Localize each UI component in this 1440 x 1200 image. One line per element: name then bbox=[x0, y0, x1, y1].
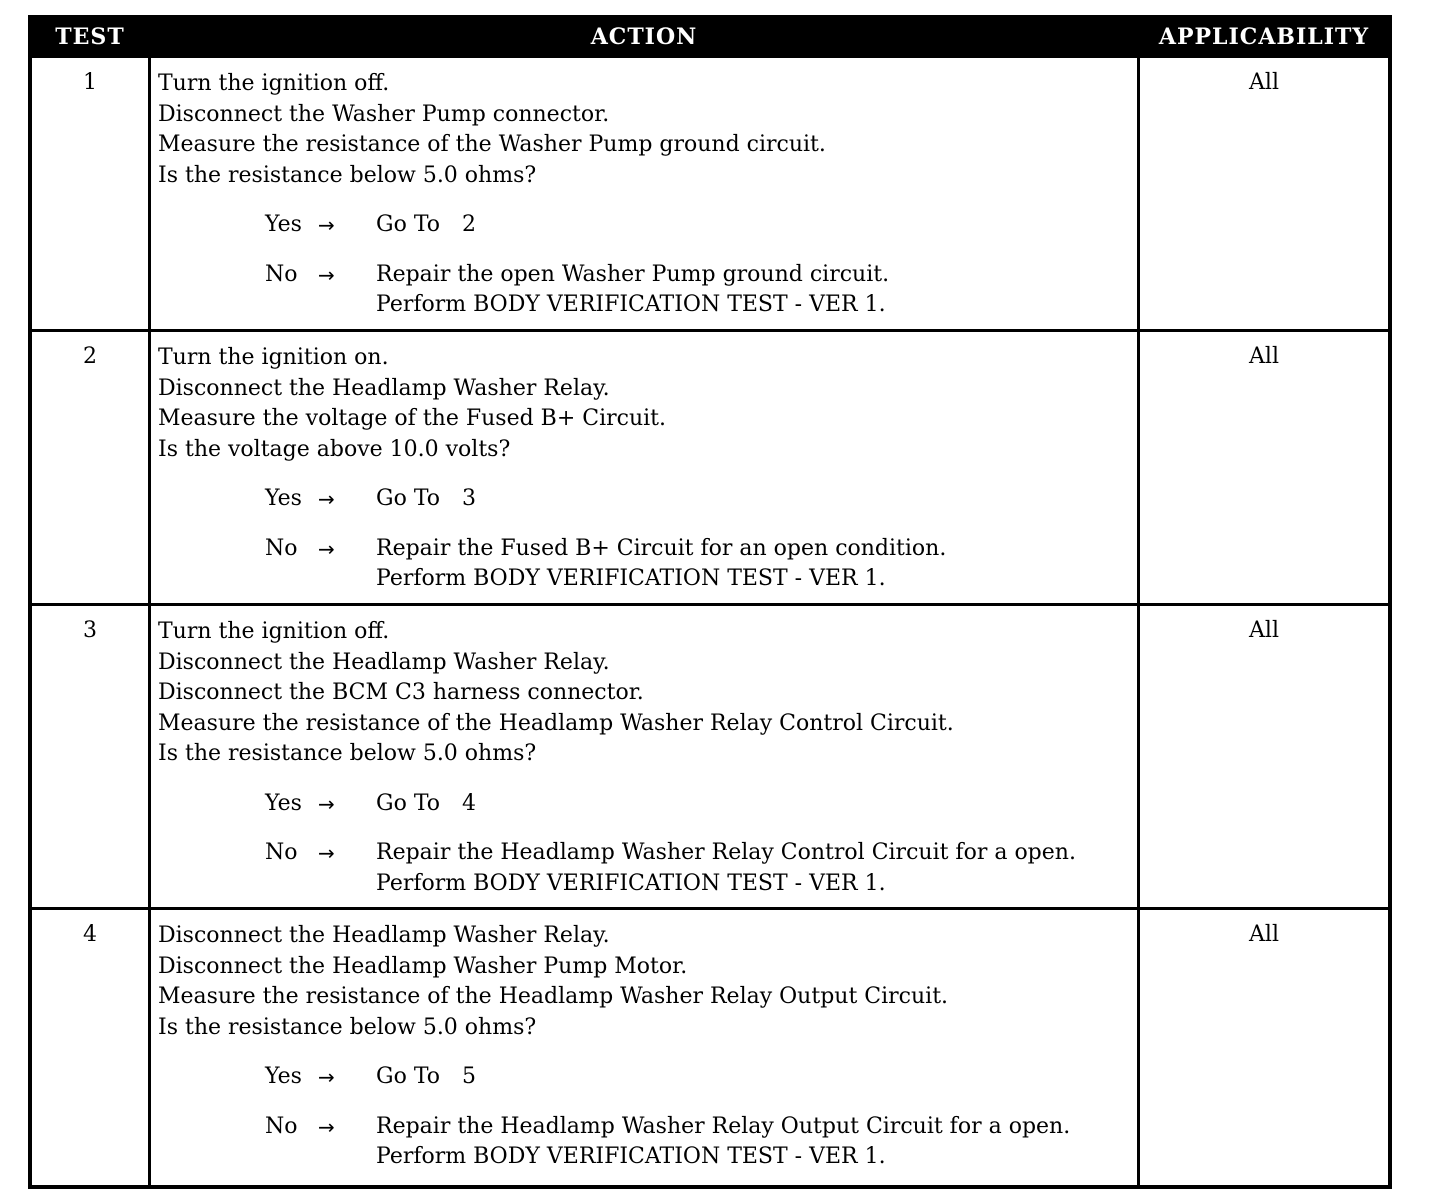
step-list bbox=[158, 69, 1129, 191]
goto-instruction bbox=[376, 484, 1129, 515]
arrow-right-icon: → bbox=[318, 213, 335, 237]
no-result bbox=[376, 1112, 1129, 1173]
no-result bbox=[376, 838, 1129, 899]
arrow-right-icon: → bbox=[318, 791, 335, 816]
test-number: 3 bbox=[32, 606, 148, 907]
repair-instruction: Repair the Headlamp Washer Relay Output Circuit for a open. bbox=[376, 1113, 1071, 1139]
arrow-right-icon: → bbox=[318, 1114, 335, 1139]
diagnostic-test-table bbox=[28, 15, 1392, 1189]
step-line: Turn the ignition on. bbox=[158, 345, 389, 370]
test-number: 1 bbox=[32, 58, 148, 329]
step-line: Disconnect the BCM C3 harness connector. bbox=[158, 680, 644, 705]
step-list bbox=[158, 343, 1129, 465]
no-label: No bbox=[265, 1113, 298, 1139]
repair-instruction: Repair the Fused B+ Circuit for an open condition. bbox=[376, 535, 947, 561]
action-cell bbox=[151, 58, 1137, 329]
action-cell bbox=[151, 606, 1137, 907]
step-line: Measure the resistance of the Headlamp Washer Relay Output Circuit. bbox=[158, 984, 949, 1009]
step-line: Is the resistance below 5.0 ohms? bbox=[158, 741, 537, 766]
action-cell bbox=[151, 332, 1137, 603]
applicability-value: All bbox=[1140, 606, 1388, 907]
goto-target: 3 bbox=[462, 486, 477, 511]
step-line: Measure the resistance of the Headlamp Washer Relay Control Circuit. bbox=[158, 710, 954, 736]
goto-label: Go To bbox=[376, 1064, 441, 1089]
no-result bbox=[376, 260, 1129, 321]
step-line: Turn the ignition off. bbox=[158, 619, 390, 644]
no-label: No bbox=[265, 840, 298, 865]
goto-target: 4 bbox=[462, 790, 477, 816]
goto-instruction bbox=[376, 210, 1129, 241]
step-line: Measure the resistance of the Washer Pump ground circuit. bbox=[158, 132, 826, 157]
applicability-value: All bbox=[1140, 910, 1388, 1185]
step-line: Disconnect the Headlamp Washer Relay. bbox=[158, 649, 610, 675]
applicability-value: All bbox=[1140, 332, 1388, 603]
step-list bbox=[158, 617, 1129, 770]
step-line: Measure the voltage of the Fused B+ Circuit. bbox=[158, 406, 666, 431]
no-label: No bbox=[265, 261, 298, 287]
arrow-right-icon: → bbox=[318, 262, 335, 287]
applicability-value: All bbox=[1140, 58, 1388, 329]
repair-instruction: Repair the Headlamp Washer Relay Control Circuit for a open. bbox=[376, 840, 1076, 865]
step-list bbox=[158, 921, 1129, 1043]
goto-instruction bbox=[376, 1062, 1129, 1093]
no-label: No bbox=[265, 535, 298, 561]
no-branch bbox=[265, 838, 1129, 899]
yes-no-block bbox=[265, 210, 1129, 321]
step-line: Disconnect the Washer Pump connector. bbox=[158, 101, 610, 127]
yes-branch bbox=[265, 210, 1129, 241]
header-applicability: APPLICABILITY bbox=[1140, 19, 1388, 55]
verification-instruction: Perform BODY VERIFICATION TEST - VER 1. bbox=[376, 566, 886, 591]
goto-target: 5 bbox=[462, 1064, 477, 1089]
verification-instruction: Perform BODY VERIFICATION TEST - VER 1. bbox=[376, 870, 886, 896]
yes-label: Yes bbox=[265, 486, 302, 511]
arrow-right-icon: → bbox=[318, 536, 335, 561]
test-number: 4 bbox=[32, 910, 148, 1185]
yes-branch bbox=[265, 484, 1129, 515]
yes-label: Yes bbox=[265, 790, 302, 816]
test-number: 2 bbox=[32, 332, 148, 603]
yes-no-block bbox=[265, 789, 1129, 900]
yes-label: Yes bbox=[265, 1064, 302, 1089]
repair-instruction: Repair the open Washer Pump ground circuit. bbox=[376, 261, 890, 287]
no-branch bbox=[265, 534, 1129, 595]
header-test: TEST bbox=[32, 19, 148, 55]
goto-label: Go To bbox=[376, 790, 441, 816]
yes-no-block bbox=[265, 1062, 1129, 1173]
verification-instruction: Perform BODY VERIFICATION TEST - VER 1. bbox=[376, 292, 886, 317]
goto-label: Go To bbox=[376, 486, 441, 511]
no-branch bbox=[265, 260, 1129, 321]
arrow-right-icon: → bbox=[318, 1065, 335, 1089]
step-line: Disconnect the Headlamp Washer Pump Motor. bbox=[158, 953, 688, 979]
arrow-right-icon: → bbox=[318, 487, 335, 511]
arrow-right-icon: → bbox=[318, 841, 335, 865]
yes-branch bbox=[265, 1062, 1129, 1093]
goto-target: 2 bbox=[462, 212, 477, 237]
goto-instruction bbox=[376, 789, 1129, 820]
step-line: Is the resistance below 5.0 ohms? bbox=[158, 1014, 537, 1040]
header-action: ACTION bbox=[151, 19, 1137, 55]
no-result bbox=[376, 534, 1129, 595]
step-line: Is the resistance below 5.0 ohms? bbox=[158, 162, 537, 188]
step-line: Disconnect the Headlamp Washer Relay. bbox=[158, 923, 610, 948]
action-cell bbox=[151, 910, 1137, 1185]
verification-instruction: Perform BODY VERIFICATION TEST - VER 1. bbox=[376, 1144, 886, 1169]
yes-branch bbox=[265, 789, 1129, 820]
step-line: Turn the ignition off. bbox=[158, 71, 390, 96]
yes-label: Yes bbox=[265, 212, 302, 237]
goto-label: Go To bbox=[376, 212, 441, 237]
no-branch bbox=[265, 1112, 1129, 1173]
yes-no-block bbox=[265, 484, 1129, 595]
step-line: Is the voltage above 10.0 volts? bbox=[158, 436, 511, 462]
step-line: Disconnect the Headlamp Washer Relay. bbox=[158, 375, 610, 401]
